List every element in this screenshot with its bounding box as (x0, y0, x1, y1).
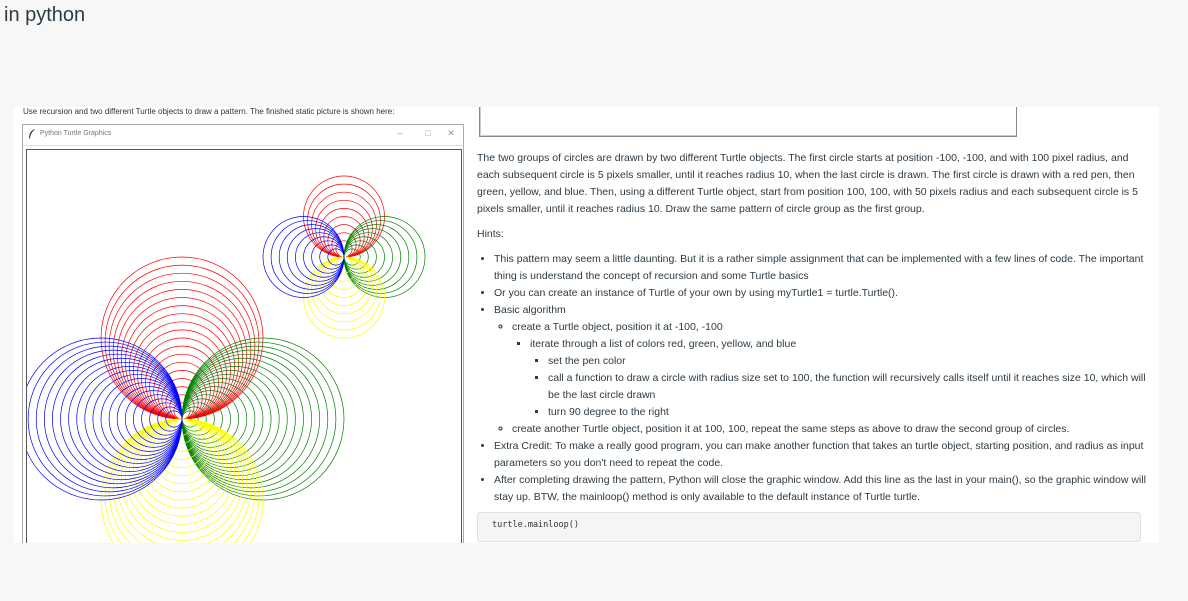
algorithm-step: ◦ create another Turtle object, position it at 100, 100, repeat the same steps as above to draw the second group of circles. (512, 421, 1147, 438)
group1-circle (109, 383, 182, 456)
group2-circle (344, 221, 417, 294)
algorithm-subsubstep: ▪ set the pen color (548, 353, 1147, 370)
group1-circle (182, 342, 336, 496)
hints-list (477, 251, 1147, 506)
algorithm-substep-label: iterate through a list of colors red, green, yellow, and blue (530, 338, 797, 350)
algorithm-subsubstep: ▪ turn 90 degree to the right (548, 404, 1147, 421)
algorithm-list (494, 319, 1147, 438)
group1-circle (182, 374, 271, 463)
question-image (14, 107, 1159, 543)
turtle-screenshot-panel (14, 107, 470, 543)
group2-circle (324, 217, 365, 258)
circle-pattern (27, 150, 461, 543)
group2-circle (344, 237, 385, 278)
hint-item: • Or you can create an instance of Turtle of your own by using myTurtle1 = turtle.Turtle(). (494, 285, 1147, 302)
algorithm-substeps (512, 336, 1147, 421)
close-icon: ✕ (447, 128, 455, 138)
hint-item: • Extra Credit: To make a really good program, you can make another function that takes an turtle object, starting position, and radius as input parameters so you don't need to repeat the code. (494, 438, 1147, 472)
group1-circle (182, 366, 287, 471)
group2-circle (308, 184, 381, 257)
assignment-content (477, 150, 1147, 542)
group2-circle (271, 221, 344, 294)
algorithm-step-label: create a Turtle object, position it at -100, -100 (512, 321, 723, 333)
algorithm-subsubsteps (530, 353, 1147, 421)
group1-circle (146, 419, 219, 492)
group1-circle (129, 419, 234, 524)
group2-circle (308, 257, 381, 330)
hint-item-label: Basic algorithm (494, 304, 566, 316)
maximize-icon: □ (425, 128, 431, 138)
group1-circle (182, 383, 255, 456)
group2-circle (324, 257, 365, 298)
question-title: in python (4, 4, 86, 26)
assignment-caption: Use recursion and two different Turtle objects to draw a pattern. The finished static picture is shown here: (23, 107, 395, 116)
hints-label: Hints: (477, 228, 504, 240)
hint-item: • This pattern may seem a little daunting. But it is a rather simple assignment that can be implemented with a few lines of code. The important thing is understand the concept of recursion and some Turtle basics (494, 251, 1147, 285)
turtle-canvas (26, 149, 462, 543)
group2-circle (304, 237, 345, 278)
group2-circle (287, 229, 344, 286)
group1-circle (125, 391, 182, 448)
code-block: turtle.mainloop() (477, 512, 1141, 542)
group1-circle (93, 374, 182, 463)
group1-circle (146, 346, 219, 419)
feather-icon (28, 129, 36, 139)
group1-circle (137, 419, 226, 508)
group1-circle (137, 330, 226, 419)
group1-circle (105, 265, 259, 419)
group2-circle (316, 257, 373, 314)
turtle-window-title: Python Turtle Graphics (40, 130, 112, 137)
assignment-text-panel (476, 107, 1159, 543)
group1-circle (77, 366, 182, 471)
group2-circle (316, 200, 373, 257)
minimize-icon: – (397, 128, 403, 138)
group1-circle (28, 342, 182, 496)
turtle-window (22, 124, 464, 543)
group1-circle (129, 314, 234, 419)
algorithm-subsubstep: ▪ call a function to draw a circle with radius size set to 100, the function will recursively calls itself until it reaches size 10, which will be the last circle drawn (548, 370, 1147, 404)
group2-circle (344, 229, 401, 286)
algorithm-step (512, 319, 1147, 421)
description-paragraph: The two groups of circles are drawn by two different Turtle objects. The first circle starts at position -100, -100, and with 100 pixel radius, and each subsequent circle is 5 pixels smaller, until it reaches radius 10, when the last circle is drawn. The first circle is drawn with a red pen, then green, yellow, and blue. Then, using a different Turtle object, start from position 100, 100, with 50 pixels radius and each subsequent circle is 5 pixels smaller, until it reaches radius 10. Draw the same pattern of circle group as the first group. (477, 152, 1138, 215)
hint-item: • After completing drawing the pattern, Python will close the graphic window. Add this line as the last in your main(), so the graphic window will stay up. BTW, the mainloop() method is only available to the default instance of Turtle turtle. (494, 472, 1147, 506)
hint-item (494, 302, 1147, 438)
image-placeholder-box (479, 107, 1017, 137)
algorithm-substep (530, 336, 1147, 421)
turtle-window-titlebar (23, 125, 463, 146)
